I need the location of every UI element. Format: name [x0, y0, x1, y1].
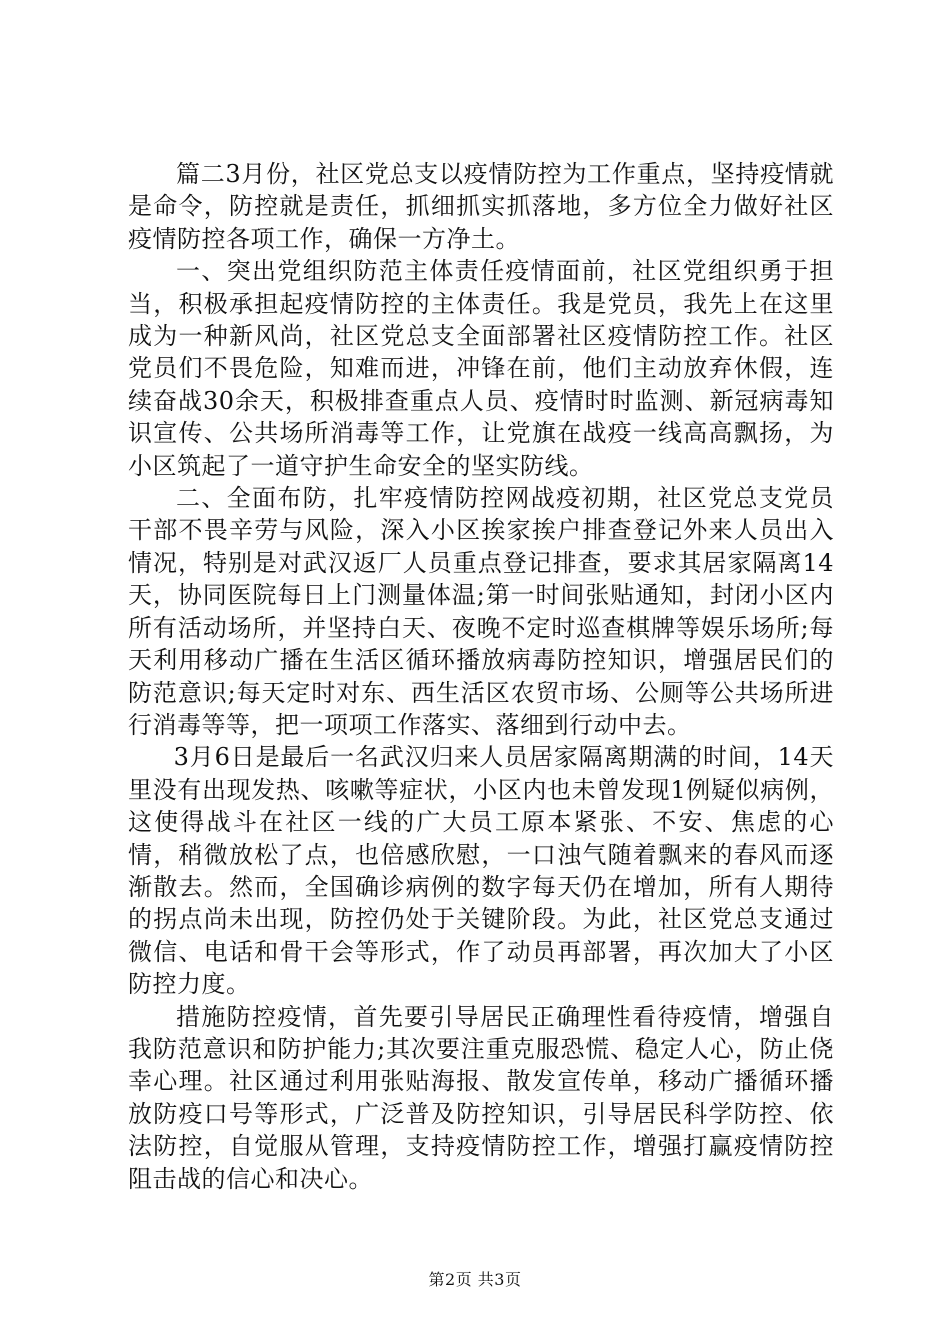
paragraph-intro: 篇二3月份，社区党总支以疫情防控为工作重点，坚持疫情就是命令，防控就是责任，抓细抓实抓落地，多方位全力做好社区疫情防控各项工作，确保一方净土。 — [128, 160, 834, 253]
paragraph-measures: 措施防控疫情，首先要引导居民正确理性看待疫情，增强自我防范意识和防护能力;其次要注重克服恐慌、稳定人心，防止侥幸心理。社区通过利用张贴海报、散发宣传单，移动广播循环播放防疫口号等形式，广泛普及防控知识，引导居民科学防控、依法防控，自觉服从管理，支持疫情防控工作，增强打赢疫情防控阻击战的信心和决心。 — [128, 1002, 834, 1193]
paragraph-section-two: 二、全面布防，扎牢疫情防控网战疫初期，社区党总支党员干部不畏辛劳与风险，深入小区挨家挨户排查登记外来人员出入情况，特别是对武汉返厂人员重点登记排查，要求其居家隔离14天，协同医院每日上门测量体温;第一时间张贴通知，封闭小区内所有活动场所，并坚持白天、夜晚不定时巡查棋牌等娱乐场所;每天利用移动广播在生活区循环播放病毒防控知识，增强居民们的防范意识;每天定时对东、西生活区农贸市场、公厕等公共场所进行消毒等等，把一项项工作落实、落细到行动中去。 — [128, 484, 834, 739]
page-number-footer: 第2页 共3页 — [428, 1270, 522, 1289]
paragraph-march-6: 3月6日是最后一名武汉归来人员居家隔离期满的时间，14天里没有出现发热、咳嗽等症状，小区内也未曾发现1例疑似病例，这使得战斗在社区一线的广大员工原本紧张、不安、焦虑的心情，稍微放松了点，也倍感欣慰，一口浊气随着飘来的春风而逐渐散去。然而，全国确诊病例的数字每天仍在增加，所有人期待的拐点尚未出现，防控仍处于关键阶段。为此，社区党总支通过微信、电话和骨干会等形式，作了动员再部署，再次加大了小区防控力度。 — [128, 743, 834, 999]
document-body — [128, 158, 834, 1195]
paragraph-section-one: 一、突出党组织防范主体责任疫情面前，社区党组织勇于担当，积极承担起疫情防控的主体责任。我是党员，我先上在这里成为一种新风尚，社区党总支全面部署社区疫情防控工作。社区党员们不畏危险，知难而进，冲锋在前，他们主动放弃休假，连续奋战30余天，积极排查重点人员、疫情时时监测、新冠病毒知识宣传、公共场所消毒等工作，让党旗在战疫一线高高飘扬，为小区筑起了一道守护生命安全的坚实防线。 — [128, 257, 834, 480]
